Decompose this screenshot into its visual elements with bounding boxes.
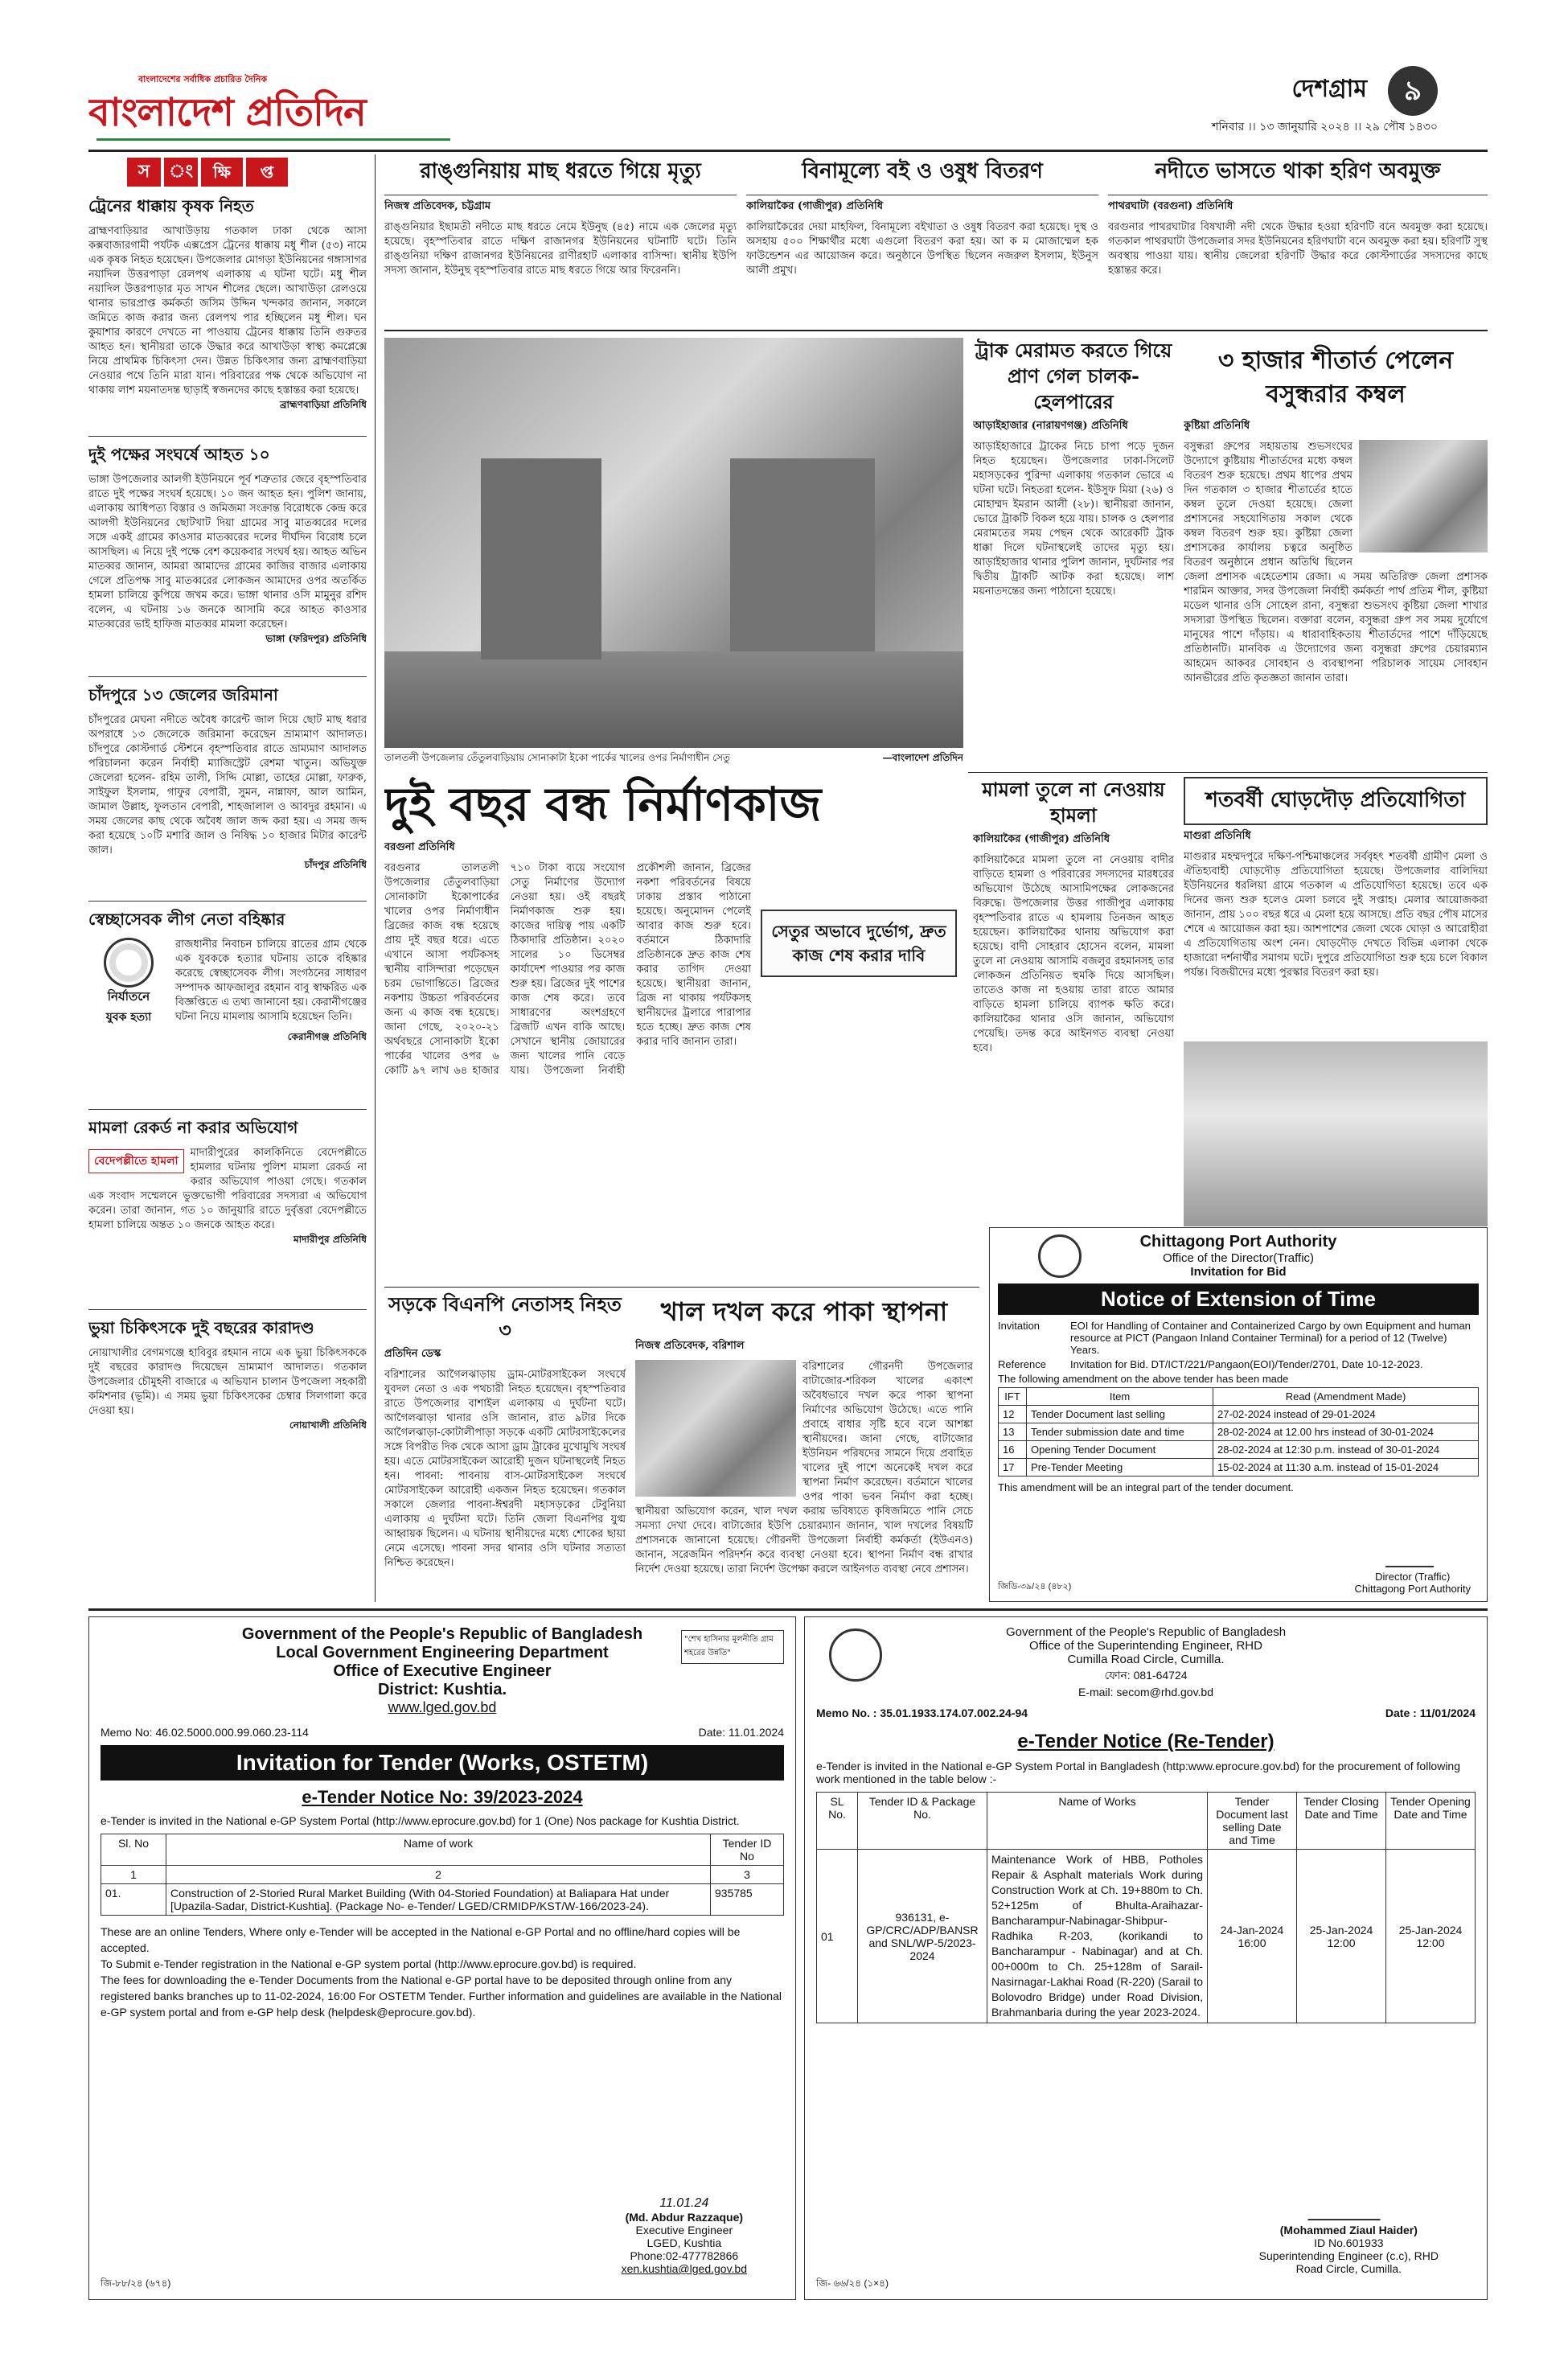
race-photo xyxy=(1184,1041,1488,1226)
cell: 16 xyxy=(999,1441,1027,1459)
lead-headline: দুই বছর বন্ধ নির্মাণকাজ xyxy=(384,777,822,832)
rhd-table xyxy=(816,1792,1476,2023)
brief-credit: ব্রাহ্মণবাড়িয়া প্রতিনিধি xyxy=(279,399,367,410)
cell: 25-Jan-2024 12:00 xyxy=(1386,1850,1476,2023)
logo-underline xyxy=(96,138,450,141)
col-item: Item xyxy=(1027,1388,1213,1406)
article-bnp xyxy=(384,1292,626,1605)
photo-caption-text: তালতলী উপজেলার তেঁতুলবাড়িয়ায় সোনাকাটা ইকো পার্কের খালের ওপর নির্মাণাধীন সেতু xyxy=(384,752,730,763)
brief-credit: নোয়াখালী প্রতিনিধি xyxy=(289,1419,367,1431)
lged-tender xyxy=(88,1616,796,2300)
cpa-inv-value: EOI for Handling of Container and Containerized Cargo by own Equipment and human resource at PICT (Pangaon Inland Container Terminal) for a period of 12 (Twelve) Years. xyxy=(1070,1320,1471,1356)
brief-headline: ভুয়া চিকিৎসকে দুই বছরের কারাদণ্ড xyxy=(88,1318,314,1337)
cpa-intro: The following amendment on the above tender has been made xyxy=(998,1373,1289,1385)
col-tender-id: Tender ID No xyxy=(711,1834,784,1866)
cpa-invite: Invitation for Bid xyxy=(1190,1265,1287,1279)
cell: 12 xyxy=(999,1406,1027,1423)
lged-code: জি-৮৮/২৪ (৬৭৪) xyxy=(101,2277,171,2289)
brief-item xyxy=(88,908,367,1110)
masthead-rule xyxy=(88,150,1488,152)
article-byline: কুষ্টিয়া প্রতিনিধি xyxy=(1184,420,1250,432)
lged-gov: Government of the People's Republic of Bangladesh xyxy=(241,1625,643,1643)
cell: 15-02-2024 at 11:30 a.m. instead of 15-01-2024 xyxy=(1213,1459,1478,1477)
cell: 25-Jan-2024 12:00 xyxy=(1297,1850,1386,2023)
brief-body: নোয়াখালীর বেগমগঞ্জে হাবিবুর রহমান নামে এক ভুয়া চিকিৎসককে দুই বছরের কারাদণ্ড দিয়েছেন ভ্রাম্যমাণ আদালত। গতকাল উপজেলার চৌমুহনী বাজারে এ অভিযান চালান উপজেলা সহকারী কমিশনার (ভূমি)। এ সময় ভুয়া চিকিৎসকের চেম্বার সিলগালা করে দেওয়া হয়। xyxy=(88,1347,367,1417)
ads-rule xyxy=(88,1608,1488,1611)
lead-photo xyxy=(384,338,963,748)
brief-body: চাঁদপুরের মেঘনা নদীতে অবৈধ কারেন্ট জাল দিয়ে ছোট মাছ ধরার অপরাধে ১৩ জেলেকে জরিমানা করেছেন ভ্রাম্যমাণ আদালত। চাঁদপুরে কোস্টগার্ড স্টেশনে বৃহস্পতিবার রাতে ভ্রাম্যমাণ আদালত পরিচালনা করেন নির্বাহী ম্যাজিস্ট্রেট রেশমা খাতুন। অভিযুক্ত জেলেরা হলেন- রহিম তালী, সিদ্দি মোল্লা, তাহের মোল্লা, ফারুক, সাইফুল ইসলাম, গাফুর বেপারী, সুমন, নান্নাফা, আল আমিন, জামাল উল্লাহ, ফুলতান বেপারী, শাহজালাল ও আবদুর রহমান। এ সময় জেলের কাছ থেকে অবৈধ জাল জব্দ করা হয়। এ সময় জব্দ করা হয়েছে ১০টি মশারি জাল ও নিষিদ্ধ ১০ হাজার মিটার কারেন্ট জাল। xyxy=(88,714,367,856)
article-deer xyxy=(1108,154,1488,339)
rhd-sig-id: ID No.601933 xyxy=(1314,2236,1384,2249)
rhd-sig-name: (Mohammed Ziaul Haider) xyxy=(1279,2224,1418,2236)
article-body: আড়াইহাজারে ট্রাকের নিচে চাপা পড়ে দুজন নিহত হয়েছেন। উপজেলার ঢাকা-সিলেট মহাসড়কের পুরিন্দা এলাকায় গতকাল ভোরে এ ঘটনা ঘটে। নিহতরা হলেন- ইউসুফ মিয়া (২৬) ও মোহাম্মদ ইমরান আলী (২৮)। স্থানীয়রা জানান, ভোরে ট্রাকটি বিকল হয়ে যায়। চালক ও হেলপার মেরামতের সময় পেছন থেকে আরেকটি ট্রাক ধাক্কা দিলে ঘটনাস্থলেই তাদের মৃত্যু হয়। আড়াইহাজার থানার পুলিশ জানান, দুর্ঘটনার পর দ্বিতীয় ট্রাকটি আটক করা হয়েছে। লাশ ময়নাতদন্তের জন্য পাঠানো হয়েছে। xyxy=(973,441,1174,598)
row-rule xyxy=(384,1287,979,1288)
brief-badge-title: নির্যাতনে xyxy=(107,989,150,1004)
cpa-code: জিডি-৩৯/২৪ (৪৮২) xyxy=(998,1582,1072,1592)
rhd-sig-title: Superintending Engineer (c.c), RHD xyxy=(1258,2249,1439,2262)
article-body: বরিশালের আগৈলঝাড়ায় ড্রাম-মোটরসাইকেল সংঘর্ষে যুবদল নেতা ও এক পথচারী নিহত হয়েছেন। বৃহস্পতিবার রাতে উপজেলার বাশাইল এলাকায় এ দুর্ঘটনা ঘটে। আগৈলঝাড়া থানার ওসি জানান, রাত ৯টার দিকে আগৈলঝাড়া-কোটালীপাড়া সড়কে একটি মোটরসাইকেলের সঙ্গে বিপরীত দিক থেকে আসা ড্রাম ট্রাকের মুখোমুখি সংঘর্ষ হয়। এতে মোটরসাইকেল আরোহী দুজন ঘটনাস্থলেই নিহত হন। পাবনা: পাবনায় বাস-মোটরসাইকেল সংঘর্ষে মোটরসাইকেল আরোহী একজন নিহত হয়েছেন। গতকাল সকালে জেলার পাবনা-ঈশ্বরদী মহাসড়কের টেবুনিয়া এলাকায় এ দুর্ঘটনা ঘটে। তিনি জেলা বিএনপির যুগ্ম আহ্বায়ক ছিলেন। এ ঘটনায় স্থানীয়দের মধ্যে শোকের ছায়া নেমে এসেছে। পাবনা সদর থানার ওসি ঘটনার সত্যতা নিশ্চিত করেছেন। xyxy=(384,1369,626,1569)
photo-pillar xyxy=(730,458,875,651)
article-headline: নদীতে ভাসতে থাকা হরিণ অবমুক্ত xyxy=(1108,154,1488,195)
rhd-notice: e-Tender Notice (Re-Tender) xyxy=(1017,1731,1275,1752)
logo-tagline: বাংলাদেশের সর্বাধিক প্রচারিত দৈনিক xyxy=(138,74,268,84)
cell: Pre-Tender Meeting xyxy=(1027,1459,1213,1477)
lged-sig-phone: Phone:02-477782866 xyxy=(630,2249,739,2262)
lged-notes: These are an online Tenders, Where only e-Tender will be accepted in the National e-GP Portal and no offline/hard copies will be accepted. To Submit e-Tender registration in the National e-GP system portal (http://www.eprocure.gov.bd) is required. The fees for downloading the e-Tender Documents from the National e-GP portal have to be deposited through online from any registered banks branches up to 11-02-2024, 16:00 For OSTETM Tender. Further information and guidelines are available in the National e-GP system portal and from e-GP help desk (helpdesk@eprocure.gov.bd). xyxy=(101,1925,782,2019)
brief-credit: ভাঙ্গা (ফরিদপুর) প্রতিনিধি xyxy=(265,633,367,644)
rhd-memo: Memo No. : 35.01.1933.174.07.002.24-94 xyxy=(816,1707,1028,1719)
lged-slogan: "শেখ হাসিনার মূলনীতি গ্রাম শহরের উন্নতি" xyxy=(681,1630,784,1664)
cpa-ref-label: Reference xyxy=(998,1358,1046,1370)
cpa-notice xyxy=(989,1227,1488,1602)
logo-emblem-icon xyxy=(104,938,154,988)
brief-headline: মামলা রেকর্ড না করার অভিযোগ xyxy=(88,1118,298,1137)
article-blanket xyxy=(1184,338,1488,740)
article-headline: রাঙ্গুনিয়ায় মাছ ধরতে গিয়ে মৃত্যু xyxy=(384,154,737,195)
signature-scribble-icon xyxy=(1308,2195,1390,2220)
cell: 27-02-2024 instead of 29-01-2024 xyxy=(1213,1406,1478,1423)
cpa-sig-title: Director (Traffic) xyxy=(1375,1571,1451,1583)
khal-photo xyxy=(635,1360,796,1497)
rhd-gov: Government of the People's Republic of Bangladesh xyxy=(1005,1625,1287,1639)
logo-text: বাংলাদেশ প্রতিদিন xyxy=(88,90,366,135)
brief-title-char: প্ত xyxy=(246,158,288,187)
cell: 936131, e-GP/CRC/ADP/BANSR and SNL/WP-5/2023-2024 xyxy=(858,1850,987,2023)
cpa-footer: This amendment will be an integral part of the tender document. xyxy=(998,1481,1294,1493)
article-byline: পাথরঘাটা (বরগুনা) প্রতিনিধি xyxy=(1108,200,1233,212)
article-drowning xyxy=(384,154,737,339)
brief-title-char: ক্ষি xyxy=(201,158,243,187)
col-read: Read (Amendment Made) xyxy=(1213,1388,1478,1406)
table-row xyxy=(999,1406,1479,1423)
brief-badge: বেদেপল্লীতে হামলা xyxy=(88,1149,184,1173)
cpa-inv-label: Invitation xyxy=(998,1320,1041,1332)
rhd-intro: e-Tender is invited in the National e-GP System Portal in Bangladesh (http:www.eprocure.gov.bd) for the procurement of following work mentioned in the table below :- xyxy=(816,1760,1461,1785)
lged-intro: e-Tender is invited in the National e-GP System Portal (http://www.eprocure.gov.bd) for 1 (One) Nos package for Kushtia District. xyxy=(101,1814,740,1827)
article-headline: বিনামূল্যে বই ও ওষুধ বিতরণ xyxy=(746,154,1098,195)
article-headline: সড়কে বিএনপি নেতাসহ নিহত ৩ xyxy=(388,1292,622,1341)
cell: Tender Document last selling xyxy=(1027,1406,1213,1423)
cell: Opening Tender Document xyxy=(1027,1441,1213,1459)
lged-dept: Local Government Engineering Department xyxy=(276,1644,609,1661)
photo-caption xyxy=(384,751,963,772)
rhd-memo-row xyxy=(816,1707,1476,1719)
cell: 2 xyxy=(166,1866,711,1884)
lged-signature xyxy=(622,2196,747,2275)
article-body: কালিয়াকৈরের দেয়া মাহফিল, বিনামূল্যে বইখাতা ও ওষুধ বিতরণ করা হয়েছে। দুস্থ ও অসহায় ৫০০ শিক্ষার্থীর মধ্যে এগুলো বিতরণ করা হয়। আ ক ম মোজাম্মেল হক ফাউন্ডেশন এর আয়োজন করে। অনুষ্ঠানে উপস্থিত ছিলেন নজরুল ইসলাম, ইউনুস আলী প্রমুখ। xyxy=(746,221,1098,277)
article-body: রাঙ্গুনিয়ার ইছামতী নদীতে মাছ ধরতে নেমে ইউনুছ (৪৫) নামে এক জেলের মৃত্যু হয়েছে। বৃহস্পতিবার রাতে দক্ষিণ রাজানগর ইউনিয়নের ঘটনাটি ঘটে। তিনি রাঙ্গুনিয়া দক্ষিণ রাজানগর ইউনিয়নের রাণীরহাট এলাকার বাসিন্দা। স্থানীয় ইউপি সদস্য জানান, ইউনুছ বৃহস্পতিবার রাতে মাছ ধরতে গিয়ে আর ফিরেননি। xyxy=(384,221,737,277)
rhd-tender xyxy=(804,1616,1488,2300)
cell: Tender submission date and time xyxy=(1027,1423,1213,1441)
lged-sig-email[interactable]: xen.kushtia@lged.gov.bd xyxy=(621,2262,747,2275)
brief-column xyxy=(88,154,367,1602)
signature-scribble-icon xyxy=(1385,1548,1440,1567)
lged-sig-title: Executive Engineer xyxy=(635,2224,733,2236)
lged-memo-row xyxy=(101,1726,784,1739)
cpa-sig-org: Chittagong Port Authority xyxy=(1354,1583,1471,1595)
cell: Construction of 2-Storied Rural Market Building (With 04-Storied Foundation) at Baliapara Hat under [Upazila-Sadar, District-Kushtia]. (Package No- e-Tender/ LGED/CRMIDP/KST/W-166/2023-24). xyxy=(166,1884,711,1916)
issue-date: শনিবার ।। ১৩ জানুয়ারি ২০২৪ ।। ২৯ পৌষ ১৪৩০ xyxy=(1212,121,1438,133)
article-body: বরিশালের গৌরনদী উপজেলার বাটাজোর-শরিকল খালের একাংশ অবৈধভাবে দখল করে পাকা স্থাপনা নির্মাণের অভিযোগ উঠেছে। এতে পানি প্রবাহে বাধার সৃষ্টি হবে বলে আশঙ্কা স্থানীয়দের। জানা গেছে, বাটাজোর ইউনিয়ন পরিষদের সামনে দিয়ে প্রবাহিত খালের দুই পাশে অনেকেই দখল করে স্থাপনা নির্মাণ করেছেন। বর্তমানে খালের ওপর পাকা ভবন নির্মাণ করা হচ্ছে। স্থানীয়রা অভিযোগ করেন, খাল দখল করায় ভবিষ্যতে কৃষিজমিতে পানি সেচে সমস্যা দেখা দেবে। বাটাজোর ইউপি চেয়ারম্যান জানান, খাল দখলের বিষয়টি প্রশাসনকে জানানো হয়েছে। গৌরনদী উপজেলা নির্বাহী কর্মকর্তা (ইউএনও) জানান, সরেজমিন পরিদর্শন করে ব্যবস্থা নেওয়া হবে। স্থাপনা নির্মাণ বন্ধ রাখার নির্দেশ দেওয়া হয়েছে। তারা নির্দেশ উপেক্ষা করলে আইনগত ব্যবস্থা নেবে প্রশাসন। xyxy=(635,1361,973,1575)
photo-credit: —বাংলাদেশ প্রতিদিন xyxy=(882,752,963,763)
brief-credit: মাদারীপুর প্রতিনিধি xyxy=(293,1234,367,1245)
article-byline: আড়াইহাজার (নারায়ণগঞ্জ) প্রতিনিধি xyxy=(973,420,1128,432)
article-headline: শতবর্ষী ঘোড়দৌড় প্রতিযোগিতা xyxy=(1184,777,1488,825)
table-row xyxy=(817,1850,1476,2023)
brief-item xyxy=(88,1116,367,1310)
lged-district: District: Kushtia. xyxy=(377,1681,507,1698)
cpa-ref-value: Invitation for Bid. DT/ICT/221/Pangaon(EOI)/Tender/2701, Date 10-12-2023. xyxy=(1070,1358,1423,1370)
brief-title xyxy=(127,158,367,187)
lead-story xyxy=(384,772,957,1287)
table-row xyxy=(101,1884,784,1916)
article-body: কালিয়াকৈরে মামলা তুলে না নেওয়ায় বাদীর বাড়িতে হামলা ও পরিবারের সদস্যদের মারধরের অভিযোগ উঠেছে আসামিপক্ষের লোকজনের বিরুদ্ধে। উপজেলার উত্তর গাজীপুর এলাকায় বৃহস্পতিবার রাতে এ হামলায় তিনজন আহত হয়েছেন। কালিয়াকৈর থানায় অভিযোগ করা হয়েছে। বাদী সোহরাব হোসেন বলেন, মামলা তুলে না নেওয়ায় আসামি বজলুর রহমানসহ তার লোকজন প্রতিনিয়ত হুমকি দিয়ে আসছিল। তাতেও কাজ না হওয়ায় তারা রাতে আমার বাড়িতে হামলা চালিয়ে ব্যাপক ক্ষতি করে। কালিয়াকৈর থানার ওসি জানান, অভিযোগ পেয়েছি। তদন্ত করে আইনগত ব্যবস্থা নেওয়া হবে। xyxy=(973,854,1174,1054)
cpa-reference-row xyxy=(998,1358,1479,1370)
lged-table xyxy=(101,1834,784,1916)
article-byline: কালিয়াকৈর (গাজীপুর) প্রতিনিধি xyxy=(746,200,884,212)
lged-sig-org: LGED, Kushtia xyxy=(646,2236,722,2249)
col-works: Name of Works xyxy=(987,1793,1208,1850)
table-header xyxy=(817,1793,1476,1850)
lead-body: বরগুনার তালতলী উপজেলার তেঁতুলবাড়িয়া সোনাকাটা ইকোপার্কের খালের ওপর নির্মাণাধীন ব্রিজের কাজ বন্ধ হয়েছে প্রায় দুই বছর ধরে। এতে এখানে আসা পর্যটকসহ স্থানীয় বাসিন্দারা পড়েছেন চরম ভোগান্তিতে। ব্রিজের নকশায় উচ্চতা পরিবর্তনের জন্য এ কাজ বন্ধ হয়েছে। জানা গেছে, ২০২০-২১ অর্থবছরে সোনাকাটা ইকো পার্কের খালের ওপর ৬ কোটি ৯৭ লাখ ৬৪ হাজার ৭১০ টাকা ব্যয়ে সংযোগ সেতু নির্মাণের উদ্যোগ নেওয়া হয়। ওই বছরই নির্মাণকাজ শুরু হয়। কাজের দায়িত্ব পায় একটি ঠিকাদারি প্রতিষ্ঠান। ২০২০ সালের ১০ ডিসেম্বর কার্যাদেশ পাওয়ার পর কাজ শুরু হয়। ব্রিজের দুই পাশের কাজ শেষ করে। তবে সাধারণের অংশগ্রহণে ব্রিজটি এখন বাকি আছে। সেখানে স্থানীয় জোয়ারের জন্য খালের পানি বেড়ে যায়। উপজেলা নির্বাহী প্রকৌশলী জানান, ব্রিজের নকশা পরিবর্তনের বিষয়ে ঢাকায় প্রস্তাব পাঠানো হয়েছে। অনুমোদন পেলেই আবার কাজ শুরু হবে। বর্তমানে ঠিকাদারি প্রতিষ্ঠানকে দ্রুত কাজ শেষ করার তাগিদ দেওয়া হয়েছে। স্থানীয়রা জানান, ব্রিজ না থাকায় পর্যটকসহ স্থানীয়দের ট্রলারে পারাপার হতে হচ্ছে। দ্রুত কাজ শেষ করার দাবি জানান তারা। xyxy=(384,862,751,1077)
cpa-notice-title: Notice of Extension of Time xyxy=(998,1284,1479,1315)
table-header xyxy=(999,1388,1479,1406)
cpa-signature xyxy=(1354,1548,1471,1595)
brief-headline: চাঁদপুরে ১৩ জেলের জরিমানা xyxy=(88,685,278,704)
page-number-text: ৯ xyxy=(1403,75,1422,107)
article-body: বসুন্ধরা গ্রুপের সহায়তায় শুভসংঘের উদ্যোগে কুষ্টিয়ায় শীতার্তদের মধ্যে কম্বল বিতরণ শুরু হয়েছে। প্রথম ধাপের প্রথম দিন গতকাল ৩ হাজার শীতার্তের হাতে কম্বল তুলে দেওয়া হয়েছে। জেলা প্রশাসনের সহযোগিতায় সকাল থেকে কম্বল বিতরণ শুরু হয়। কুষ্টিয়া জেলা প্রশাসকের কার্যালয় চত্বরে অনুষ্ঠিত বিতরণ অনুষ্ঠানে প্রধান অতিথি ছিলেন জেলা প্রশাসক এহেতেশাম রেজা। এ সময় অতিরিক্ত জেলা প্রশাসক শারমিন আক্তার, সদর উপজেলা নির্বাহী কর্মকর্তা পার্থ প্রতিম শীল, কুষ্টিয়া মডেল থানার ওসি সোহেল রানা, বসুন্ধরা শুভসংঘ কুষ্টিয়া জেলা শাখার সদস্যরা উপস্থিত ছিলেন। বক্তারা বলেন, বসুন্ধরা গ্রুপ সব সময় দুর্যোগে মানুষের পাশে দাঁড়ায়। এ ধারাবাহিকতায় শীতার্তদের পাশে দাঁড়িয়েছে প্রতিষ্ঠানটি। মানবিক এ উদ্যোগের জন্য বসুন্ধরা গ্রুপের চেয়ারম্যান আহমেদ আকবর সোবহান ও ব্যবস্থাপনা পরিচালক সায়েম সোবহান আনভীরের প্রতি কৃতজ্ঞতা জানান তারা। xyxy=(1184,441,1488,684)
article-race xyxy=(1184,777,1488,1227)
cpa-org: Chittagong Port Authority xyxy=(1139,1233,1337,1251)
brief-item xyxy=(88,195,367,437)
rhd-circle: Cumilla Road Circle, Cumilla. xyxy=(1067,1653,1225,1666)
article-headline: ৩ হাজার শীতার্ত পেলেন বসুন্ধরার কম্বল xyxy=(1217,347,1454,409)
article-byline: নিজস্ব প্রতিবেদক, চট্টগ্রাম xyxy=(384,200,491,212)
brief-item xyxy=(88,684,367,902)
masthead xyxy=(88,66,1488,146)
brief-headline: দুই পক্ষের সংঘর্ষে আহত ১০ xyxy=(88,445,270,464)
brief-body: মাদারীপুরের কালকিনিতে বেদেপল্লীতে হামলার ঘটনায় পুলিশ মামলা রেকর্ড না করার অভিযোগ পাওয়া গেছে। গতকাল এক সংবাদ সম্মেলনে ভুক্তভোগী পরিবারের সদস্যরা এ অভিযোগ করেন। তারা জানান, গত ১০ জানুয়ারি রাতে দুর্বৃত্তরা বেদেপল্লীতে হামলা চালিয়ে অন্তত ১০ জনকে আহত করে। xyxy=(88,1147,367,1231)
article-byline: কালিয়াকৈর (গাজীপুর) প্রতিনিধি xyxy=(973,833,1110,845)
column-rule xyxy=(375,154,376,1602)
col-tender-id: Tender ID & Package No. xyxy=(858,1793,987,1850)
brief-title-char: স xyxy=(127,158,161,187)
cell: 13 xyxy=(999,1423,1027,1441)
lead-byline: বরগুনা প্রতিনিধি xyxy=(384,841,455,853)
photo-water xyxy=(384,651,963,748)
cell: 28-02-2024 at 12.00 hrs instead of 30-01-2024 xyxy=(1213,1423,1478,1441)
brief-title-char: ং xyxy=(164,158,198,187)
pull-quote-text: সেতুর অভাবে দুর্ভোগ, দ্রুত কাজ শেষ করার দাবি xyxy=(771,922,946,965)
lged-date: Date: 11.01.2024 xyxy=(698,1726,784,1739)
table-row xyxy=(999,1441,1479,1459)
lged-memo: Memo No: 46.02.5000.000.99.060.23-114 xyxy=(101,1726,309,1739)
cell: 3 xyxy=(711,1866,784,1884)
cell: 01 xyxy=(817,1850,858,2023)
cell: 935785 xyxy=(711,1884,784,1916)
brief-item xyxy=(88,443,367,677)
article-mamla xyxy=(973,777,1174,1227)
cell: 17 xyxy=(999,1459,1027,1477)
article-books xyxy=(746,154,1098,339)
cell: 28-02-2024 at 12:30 p.m. instead of 30-01-2024 xyxy=(1213,1441,1478,1459)
article-headline: খাল দখল করে পাকা স্থাপনা xyxy=(660,1296,948,1327)
brief-item xyxy=(88,1316,367,1493)
col-sl: Sl. No xyxy=(101,1834,166,1866)
table-subheader xyxy=(101,1866,784,1884)
col-selling: Tender Document last selling Date and Time xyxy=(1208,1793,1297,1850)
article-byline: নিজস্ব প্রতিবেদক, বরিশাল xyxy=(635,1340,745,1352)
rhd-office: Office of the Superintending Engineer, RHD xyxy=(1029,1639,1262,1653)
cpa-logo-icon xyxy=(1038,1234,1082,1278)
brief-body: ব্রাহ্মণবাড়িয়ার আখাউড়ায় গতকাল ঢাকা থেকে আসা কক্সবাজারগামী পর্যটক এক্সপ্রেস ট্রেনের ধাক্কায় মধু শীল (৫৩) নামে এক কৃষক নিহত হয়েছেন। উপজেলার মোগড়া ইউনিয়নের গঙ্গাসাগর নয়াদিল উত্তরপাড়া রেলপথ এলাকায় এ ঘটনা ঘটে। মধু শীল নয়াদিল উত্তরপাড়ার মৃত সাখন শীলের ছেলে। আখাউড়া রেলওয়ে থানার ভারপ্রাপ্ত কর্মকর্তা জসিম উদ্দিন খন্দকার জানান, সকালে জমিতে কাজ করার জন্য রেলপথ পার হচ্ছিলেন মধু শীল। ঘন কুয়াশার কারণে দেখতে না পাওয়ায় ট্রেনের ধাক্কায় তিনি গুরুতর আহত হন। স্থানীয়রা তাকে উদ্ধার করে আখাউড়া স্বাস্থ্য কমপ্লেক্সে নিয়ে প্রাথমিক চিকিৎসা দেন। উন্নত চিকিৎসার জন্য ব্রাহ্মণবাড়িয়া নেওয়ার পথে তিনি মারা যান। পরিবারের পক্ষ থেকে অভিযোগ না থাকায় লাশ ময়নাতদন্ত ছাড়াই স্বজনদের কাছে হস্তান্তর করা হয়েছে। xyxy=(88,225,367,396)
brief-headline: স্বেচ্ছাসেবক লীগ নেতা বহিষ্কার xyxy=(88,910,285,929)
cell: 24-Jan-2024 16:00 xyxy=(1208,1850,1297,2023)
lged-sig-date: 11.01.24 xyxy=(659,2196,709,2210)
rhd-sig-org: Road Circle, Cumilla. xyxy=(1295,2262,1402,2275)
col-closing: Tender Closing Date and Time xyxy=(1297,1793,1386,1850)
row-rule xyxy=(968,772,1488,773)
brief-body: ভাঙ্গা উপজেলার আলগী ইউনিয়নে পূর্ব শত্রুতার জেরে বৃহস্পতিবার রাতে দুই পক্ষের সংঘর্ষ হয়েছে। ১০ জন আহত হন। পুলিশ জানায়, এলাকায় আধিপত্য বিস্তার ও জমিজমা সংক্রান্ত বিরোধকে কেন্দ্র করে আলগী ইউনিয়নের ছোটখাট দিয়া গ্রামের সাবু মাতব্বরের দলের সঙ্গে একই গ্রামের কাওসার মাতব্বরের দলের দীর্ঘদিন বিরোধ চলে আসছিল। এ নিয়ে দুই পক্ষে বেশ কয়েকবার সংঘর্ষ হয়। আহত অভিন মাতব্বর জানান, আমরা আমাদের গ্রামের কাজির বাজার এলাকায় গেলে প্রতিপক্ষ সাবু মাতব্বরের লোকজন আমাদের ওপর অতর্কিত হামলা চালিয়ে কুপিয়ে জখম করে। ভাঙ্গা থানার ওসি মামুনুর রশিদ বলেন, এ ঘটনায় ১৬ জনকে আসামি করে আহত কাওসার মাতব্বরের ভাই হাফিজ মাতব্বর মামলা করেছেন। xyxy=(88,474,367,630)
cell: 01. xyxy=(101,1884,166,1916)
cell: Maintenance Work of HBB, Potholes Repair & Asphalt materials Work during Construction Work at Ch. 19+880m to Ch. 52+125m of Bhulta-Araihazar-Bancharampur-Nabinagar-Shibpur-Radhika R-203, (korikandi to Bancharampur - Nabinagar) and at Ch. 00+000m to Ch. 25+128m of Sarail-Nasirnagar-Lakhai Road (R-220) (Sarail to Bolovodro Bridge) under Road Division, Brahmanbaria during the year 2023-2024. xyxy=(987,1850,1208,2023)
article-body: মাগুরার মহম্মদপুরে দক্ষিণ-পশ্চিমাঞ্চলের সর্ববৃহৎ শতবর্ষী গ্রামীণ মেলা ও ঐতিহ্যবাহী ঘোড়দৌড় প্রতিযোগিতা হয়েছে। উপজেলার বালিদিয়া ইউনিয়নের ধরলিয়া গ্রামে গতকাল এ প্রতিযোগিতা হয়েছে। তবে এক দিনের জন্য শুরু হলেও মেলা চলবে দুই সপ্তাহ। মেলার আয়োজকরা জানান, প্রায় ১০০ বছর ধরে এ মেলা হয়ে আসছে। প্রতি বছর পৌষ মাসের শেষে এ আয়োজন করা হয়। আশপাশের জেলা থেকে ঘোড়া ও আরোহীরা এ প্রতিযোগিতায় অংশ নেন। ঘোড়দৌড় দেখতে বিভিন্ন এলাকা থেকে হাজারো দর্শনার্থীর সমাগম ঘটে। দুপুরে প্রতিযোগিতা শুরু হয়ে চলে বিকাল পর্যন্ত। বিজয়ীদের মধ্যে পুরস্কার বিতরণ করা হয়। xyxy=(1184,851,1488,979)
article-byline: মাগুরা প্রতিনিধি xyxy=(1184,830,1251,842)
rhd-phone: ফোন: 081-64724 xyxy=(1104,1669,1188,1682)
lged-notice: e-Tender Notice No: 39/2023-2024 xyxy=(302,1787,583,1807)
cpa-office: Office of the Director(Traffic) xyxy=(1162,1251,1315,1265)
article-byline: প্রতিদিন ডেস্ক xyxy=(384,1348,441,1360)
blanket-photo xyxy=(1359,440,1488,552)
cell: 1 xyxy=(101,1866,166,1884)
article-headline: মামলা তুলে না নেওয়ায় হামলা xyxy=(982,778,1165,827)
rhd-email[interactable]: E-mail: secom@rhd.gov.bd xyxy=(1077,1686,1213,1698)
cpa-invitation-row xyxy=(998,1320,1479,1356)
brief-body: রাজধানীর নিবাচন চালিয়ে রাতের গ্রাম থেকে এক যুবককে হত্যার ঘটনায় তাকে বহিষ্কার করেছে স্বেচ্ছাসেবক লীগ। সংগঠনের সাধারণ সম্পাদক আফজালুর রহমান বাবু স্বাক্ষরিত এক বিজ্ঞপ্তিতে এ তথ্য জানানো হয়। কেরানীগঞ্জের ঘটনা নিয়ে মামলায় আসামি হয়েছেন তিনি। xyxy=(175,939,367,1023)
col-sl: SL No. xyxy=(817,1793,858,1850)
pull-quote xyxy=(761,910,957,977)
brief-inset-badge xyxy=(88,938,169,1027)
photo-pillar xyxy=(481,458,601,659)
article-body: বরগুনার পাথরঘাটার বিষখালী নদী থেকে উদ্ধার হওয়া হরিণটি বনে অবমুক্ত করা হয়েছে। গতকাল পাথরঘাটা উপজেলার সদর ইউনিয়নের হরিণঘাটা বনে অবমুক্ত করা হয়। হরিণটি সুস্থ অবস্থায় পাওয়া যায়। স্থানীয় জেলেরা হরিণটি উদ্ধার করে কোস্টগার্ডের সদস্যদের কাছে হস্তান্তর করে। xyxy=(1108,221,1488,277)
row-rule xyxy=(384,330,1488,331)
table-row xyxy=(999,1423,1479,1441)
col-work: Name of work xyxy=(166,1834,711,1866)
rhd-date: Date : 11/01/2024 xyxy=(1385,1707,1476,1719)
article-headline: ট্রাক মেরামত করতে গিয়ে প্রাণ গেল চালক-হেলপারের xyxy=(975,339,1172,413)
logo xyxy=(88,66,458,146)
cpa-table xyxy=(998,1387,1479,1477)
rhd-signature xyxy=(1259,2195,1439,2275)
col-ift: IFT xyxy=(999,1388,1027,1406)
rhd-logo-icon xyxy=(829,1629,882,1682)
article-khal xyxy=(635,1292,973,1605)
brief-headline: ট্রেনের ধাক্কায় কৃষক নিহত xyxy=(88,196,254,216)
brief-credit: চাঁদপুর প্রতিনিধি xyxy=(304,859,367,870)
article-truck xyxy=(973,338,1174,740)
lged-invite: Invitation for Tender (Works, OSTETM) xyxy=(101,1745,784,1780)
lged-sig-name: (Md. Abdur Razzaque) xyxy=(625,2211,744,2224)
brief-badge-subtitle: যুবক হত্যা xyxy=(105,1011,152,1024)
section-name: দেশগ্রাম xyxy=(1291,75,1367,103)
table-row xyxy=(999,1459,1479,1477)
rhd-code: জি- ৬৬/২৪ (১×৪) xyxy=(816,2277,889,2289)
lged-site[interactable]: www.lged.gov.bd xyxy=(388,1699,497,1715)
page-number xyxy=(1388,66,1438,116)
brief-credit: কেরানীগঞ্জ প্রতিনিধি xyxy=(287,1031,367,1042)
table-header xyxy=(101,1834,784,1866)
col-opening: Tender Opening Date and Time xyxy=(1386,1793,1476,1850)
lged-office: Office of Executive Engineer xyxy=(333,1662,552,1680)
